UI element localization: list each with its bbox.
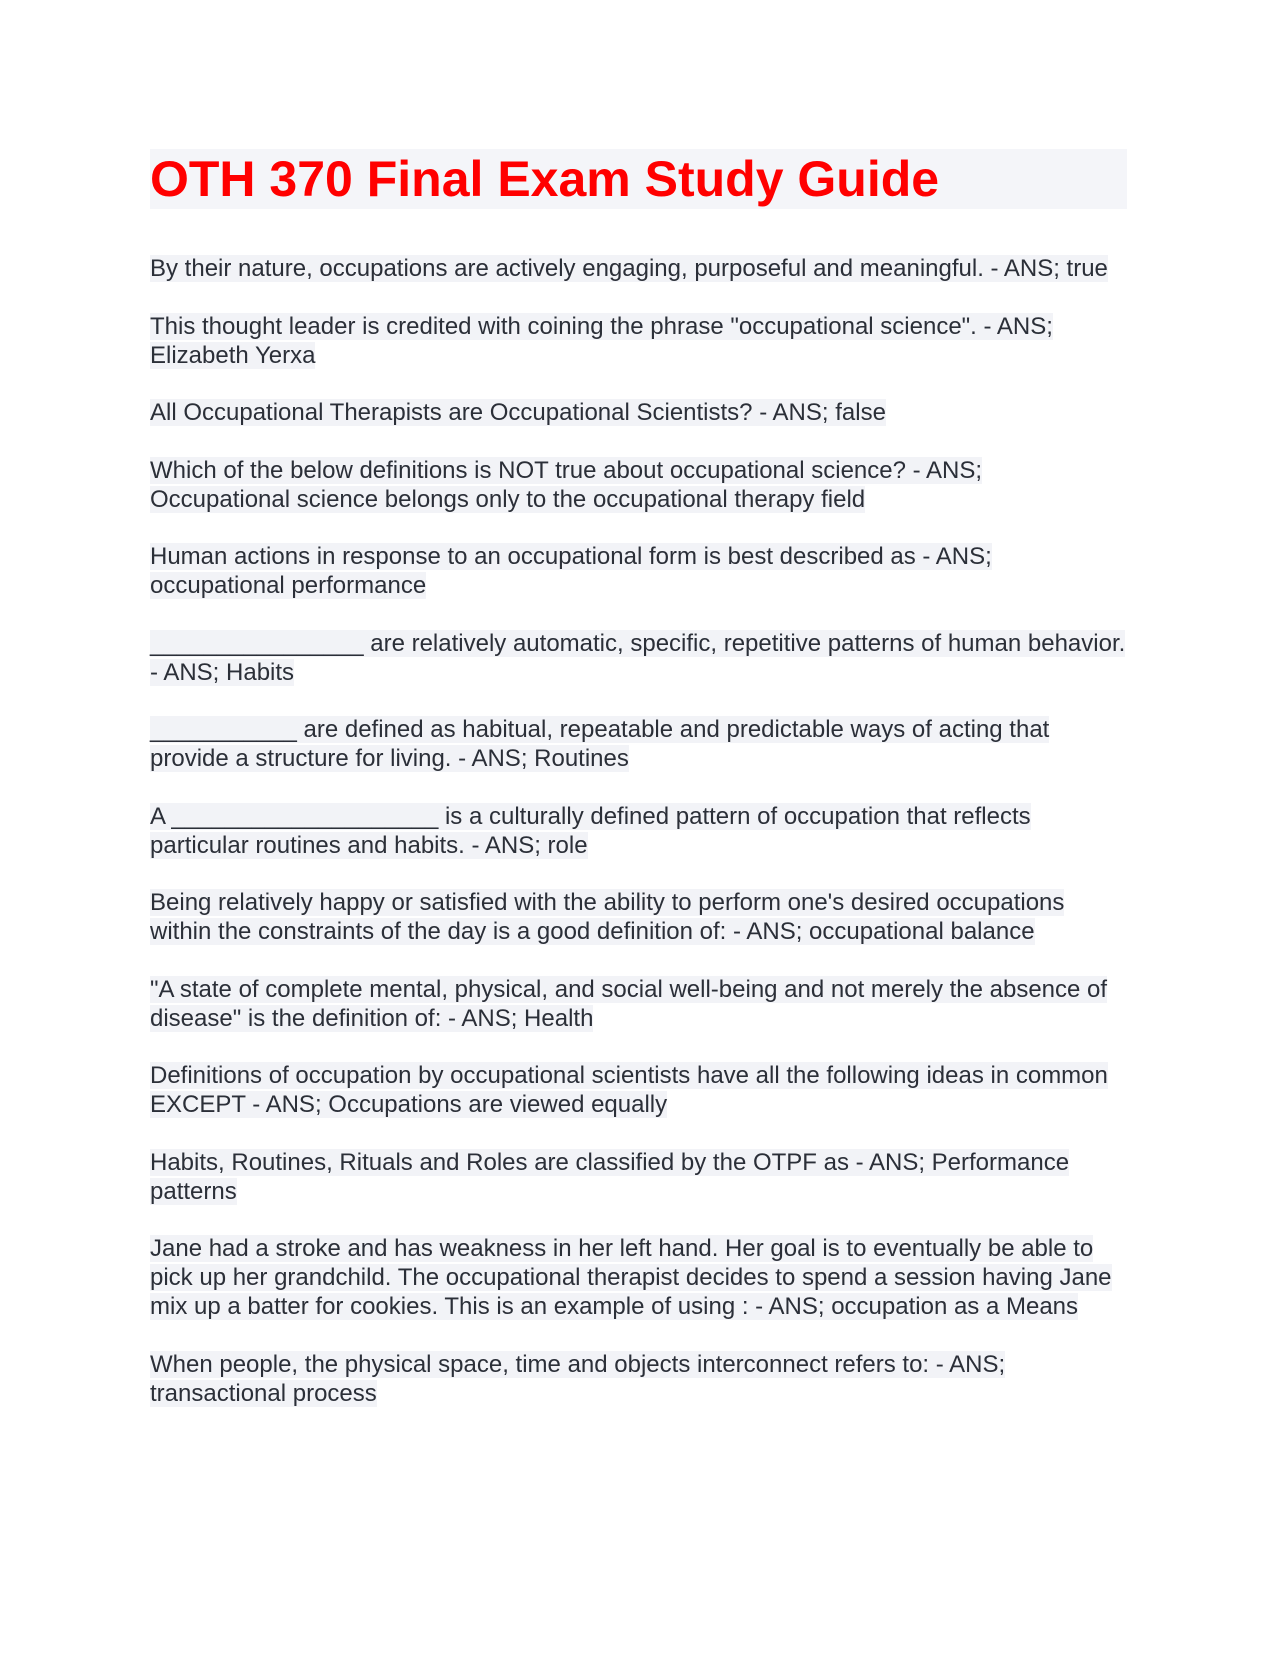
qa-item <box>150 802 1127 860</box>
qa-item <box>150 1350 1127 1408</box>
qa-text: Which of the below definitions is NOT true about occupational science? - ANS; Occupational science belongs only to the occupational therapy field <box>150 456 982 513</box>
qa-item <box>150 1148 1127 1206</box>
qa-text: "A state of complete mental, physical, and social well-being and not merely the absence of disease" is the definition of: - ANS; Health <box>150 975 1108 1032</box>
qa-list <box>150 254 1127 1408</box>
title-block <box>150 149 1127 209</box>
qa-item <box>150 254 1127 283</box>
qa-text: Habits, Routines, Rituals and Roles are classified by the OTPF as - ANS; Performance patterns <box>150 1148 1070 1205</box>
qa-text: Human actions in response to an occupational form is best described as - ANS; occupational performance <box>150 543 992 599</box>
qa-item <box>150 715 1127 773</box>
qa-item <box>150 1234 1127 1321</box>
qa-text: When people, the physical space, time and objects interconnect refers to: - ANS; transactional process <box>150 1350 1006 1407</box>
qa-item <box>150 398 1127 427</box>
qa-item <box>150 312 1127 370</box>
qa-text: This thought leader is credited with coining the phrase "occupational science". - ANS; Elizabeth Yerxa <box>150 312 1053 369</box>
qa-text: By their nature, occupations are actively engaging, purposeful and meaningful. - ANS; true <box>150 255 1108 282</box>
qa-item <box>150 629 1127 687</box>
document-page <box>150 149 1127 1436</box>
qa-text: Definitions of occupation by occupational scientists have all the following ideas in common EXCEPT - ANS; Occupations are viewed equally <box>150 1062 1108 1118</box>
qa-text: Being relatively happy or satisfied with the ability to perform one's desired occupations within the constraints of the day is a good definition of: - ANS; occupational balance <box>150 889 1065 945</box>
qa-item <box>150 975 1127 1033</box>
qa-item <box>150 1061 1127 1119</box>
qa-text: Jane had a stroke and has weakness in her left hand. Her goal is to eventually be able to pick up her grandchild. The occupational therapist decides to spend a session having Jane mix up a batter for cookies. This is an example of using : - ANS; occupation as a Means <box>150 1235 1112 1320</box>
qa-item <box>150 456 1127 514</box>
qa-item <box>150 888 1127 946</box>
qa-item <box>150 542 1127 600</box>
qa-text: All Occupational Therapists are Occupational Scientists? - ANS; false <box>150 399 886 426</box>
qa-text: A ____________________ is a culturally defined pattern of occupation that reflects particular routines and habits. - ANS; role <box>150 802 1031 859</box>
qa-text: ___________ are defined as habitual, repeatable and predictable ways of acting that provide a structure for living. - ANS; Routines <box>150 716 1050 772</box>
qa-text: ________________ are relatively automatic, specific, repetitive patterns of human behavior. - ANS; Habits <box>150 629 1126 686</box>
page-title: OTH 370 Final Exam Study Guide <box>150 151 940 207</box>
